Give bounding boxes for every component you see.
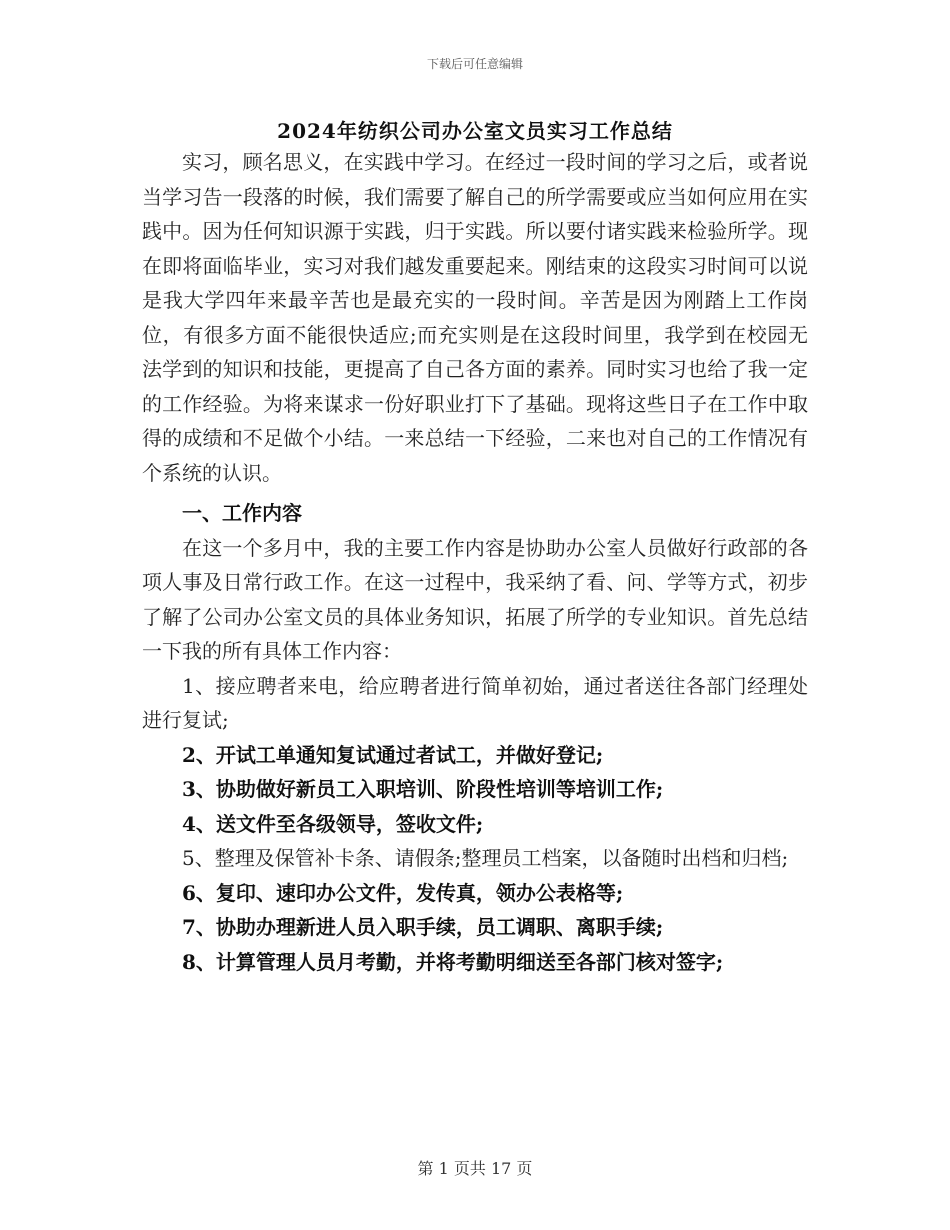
list-item: 6、复印、速印办公文件，发传真，领办公表格等;: [182, 880, 624, 905]
list-item: 2、开试工单通知复试通过者试工，并做好登记;: [182, 742, 604, 767]
section-heading-work-content: 一、工作内容: [182, 501, 302, 525]
list-item: 8、计算管理人员月考勤，并将考勤明细送至各部门核对签字;: [182, 949, 724, 974]
list-item: 5、整理及保管补卡条、请假条;整理员工档案，以备随时出档和归档;: [182, 846, 789, 870]
list-item: 4、送文件至各级领导，签收文件;: [182, 811, 484, 836]
section-intro-paragraph: 在这一个多月中，我的主要工作内容是协助办公室人员做好行政部的各项人事及日常行政工作。在这一过程中，我采纳了看、问、学等方式，初步了解了公司办公室文员的具体业务知识，拓展了所学的专业知识。首先总结一下我的所有具体工作内容：: [142, 535, 808, 663]
list-item: 1、接应聘者来电，给应聘者进行简单初始，通过者送往各部门经理处进行复试;: [142, 673, 808, 732]
list-item: 7、协助办理新进人员入职手续，员工调职、离职手续;: [182, 915, 664, 939]
list-item: 3、协助做好新员工入职培训、阶段性培训等培训工作;: [182, 777, 664, 801]
header-note: 下载后可任意编辑: [426, 57, 523, 71]
document-title: 2024年纺织公司办公室文员实习工作总结: [277, 119, 673, 143]
page-number: 第 1 页共 17 页: [417, 1159, 533, 1178]
intro-paragraph: 实习，顾名思义，在实践中学习。在经过一段时间的学习之后，或者说当学习告一段落的时候，我们需要了解自己的所学需要或应当如何应用在实践中。因为任何知识源于实践，归于实践。所以要付诸实践来检验所学。现在即将面临毕业，实习对我们越发重要起来。刚结束的这段实习时间可以说是我大学四年来最辛苦也是最充实的一段时间。辛苦是因为刚踏上工作岗位，有很多方面不能很快适应;而充实则是在这段时间里，我学到在校园无法学到的知识和技能，更提高了自己各方面的素养。同时实习也给了我一定的工作经验。为将来谋求一份好职业打下了基础。现将这些日子在工作中取得的成绩和不足做个小结。一来总结一下经验，二来也对自己的工作情况有个系统的认识。: [142, 150, 808, 485]
document-body: [142, 145, 808, 979]
